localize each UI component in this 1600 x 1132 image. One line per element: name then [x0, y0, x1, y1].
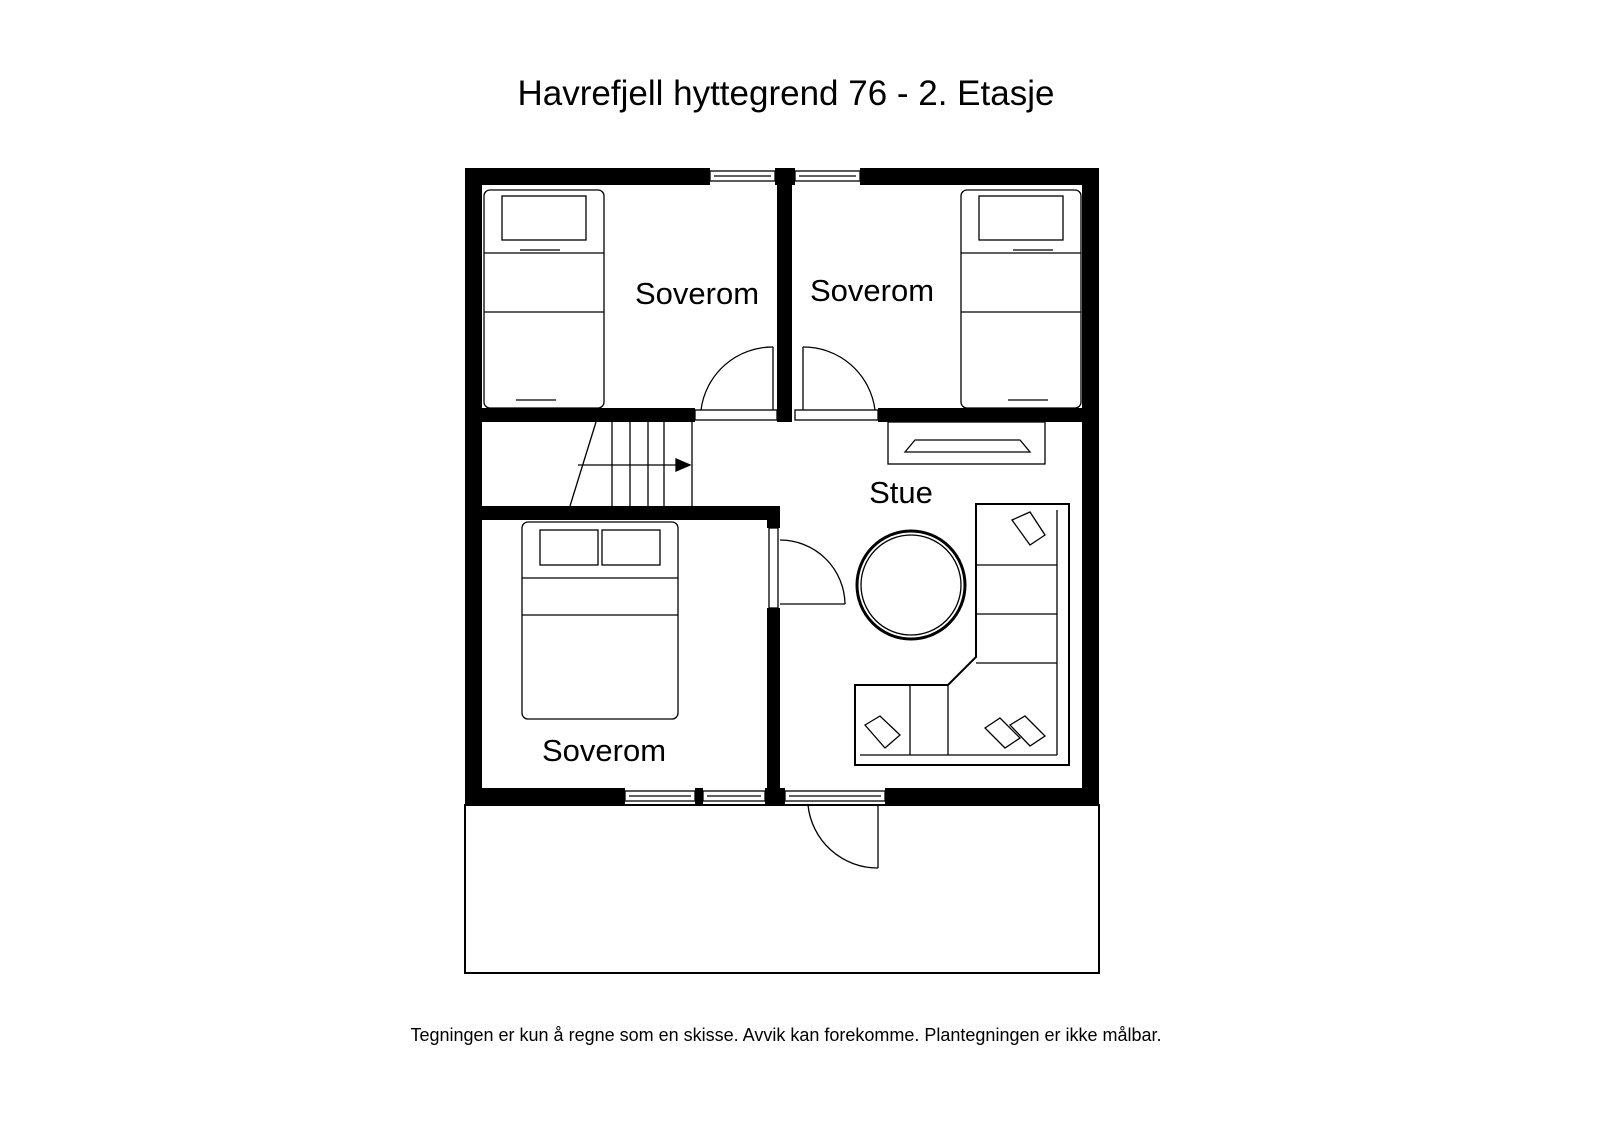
single-bed-right	[961, 190, 1081, 408]
walls	[465, 168, 1099, 805]
room-label-bedroom-top-right: Soverom	[809, 273, 935, 308]
double-bed	[522, 522, 678, 719]
staircase	[570, 422, 692, 506]
room-label-living-room: Stue	[869, 475, 933, 510]
balcony	[465, 805, 1099, 973]
disclaimer: Tegningen er kun å regne som en skisse. Avvik kan forekomme. Plantegningen er ikke målbar.	[410, 1025, 1162, 1045]
single-bed-left	[484, 190, 604, 408]
round-table	[857, 531, 965, 639]
doors	[695, 347, 878, 868]
tv-unit	[888, 422, 1045, 464]
room-label-bedroom-bottom-left: Soverom	[541, 733, 667, 768]
stair-arrow-icon	[676, 459, 690, 471]
plan-title: Havrefjell hyttegrend 76 - 2. Etasje	[517, 74, 1055, 113]
room-label-bedroom-top-left: Soverom	[634, 276, 760, 311]
